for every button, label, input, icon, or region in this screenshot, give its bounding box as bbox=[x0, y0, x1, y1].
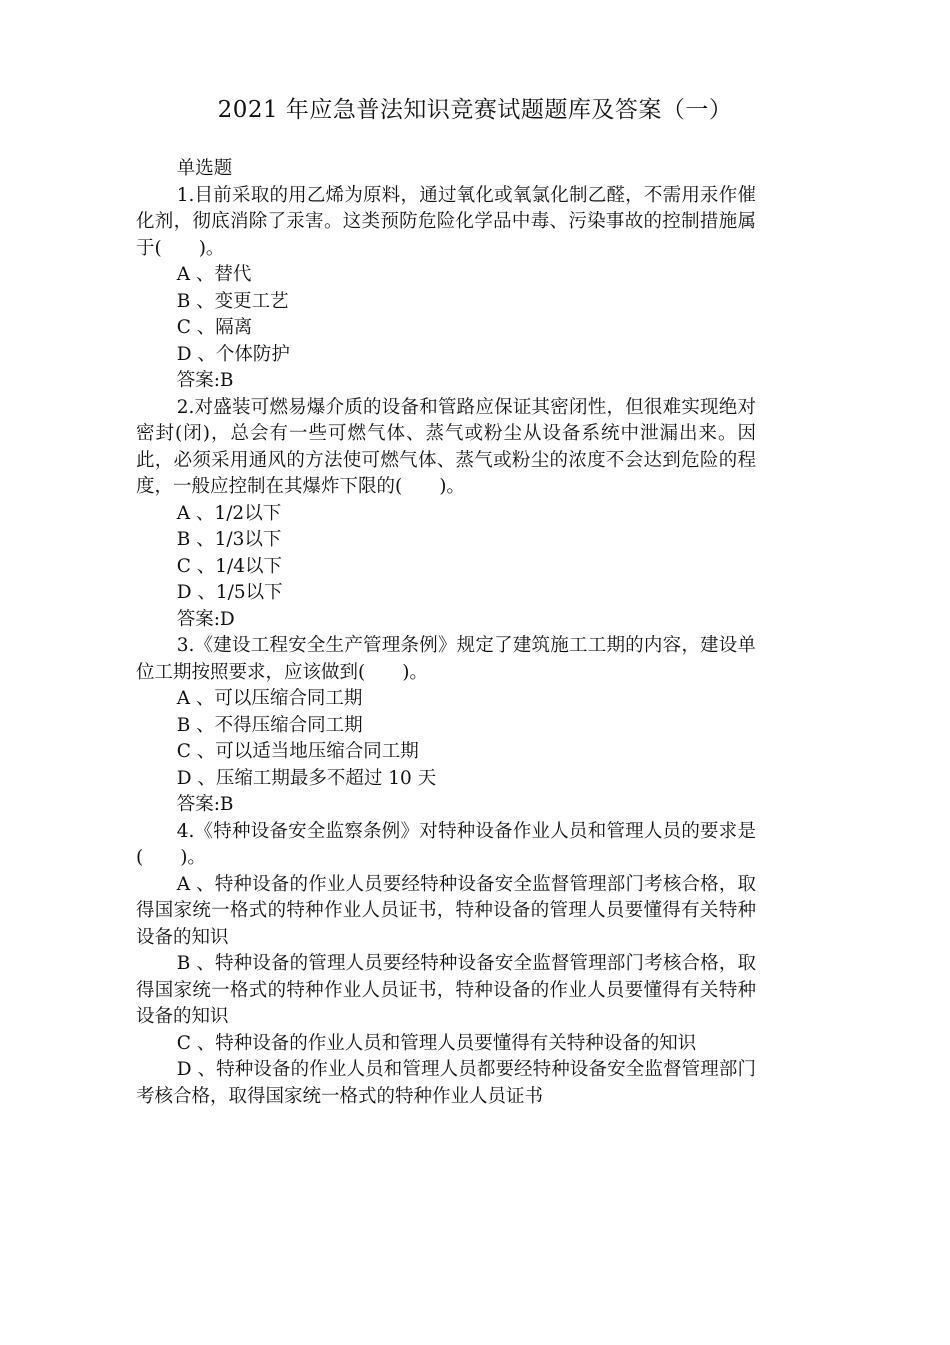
option-b: B 、1/3以下 bbox=[176, 529, 282, 550]
option-a: A 、特种设备的作业人员要经特种设备安全监督管理部门考核合格，取得国家统一格式的特种作业人员证书，特种设备的管理人员要懂得有关特种设备的知识 bbox=[136, 873, 756, 948]
question-stem: 1.目前采取的用乙烯为原料，通过氧化或氧氯化制乙醛，不需用汞作催化剂，彻底消除了汞害。这类预防危险化学品中毒、污染事故的控制措施属于( )。 bbox=[136, 184, 756, 259]
option-d: D 、个体防护 bbox=[176, 343, 290, 365]
option-c: C 、1/4以下 bbox=[176, 555, 282, 577]
option-c: C 、可以适当地压缩合同工期 bbox=[176, 741, 419, 762]
option-d: D 、压缩工期最多不超过 10 天 bbox=[176, 767, 437, 789]
option-c: C 、特种设备的作业人员和管理人员要懂得有关特种设备的知识 bbox=[176, 1032, 697, 1054]
question-stem: 3.《建设工程安全生产管理条例》规定了建筑施工工期的内容，建设单位工期按照要求，应该做到( )。 bbox=[136, 635, 756, 683]
page-title: 2021 年应急普法知识竞赛试题题库及答案（一） bbox=[217, 97, 733, 123]
option-a: A 、可以压缩合同工期 bbox=[176, 688, 363, 709]
section-label: 单选题 bbox=[176, 158, 233, 179]
answer-line: 答案:D bbox=[176, 608, 235, 630]
question-stem: 2.对盛装可燃易爆介质的设备和管路应保证其密闭性，但很难实现绝对密封(闭)，总会有一些可燃气体、蒸气或粉尘从设备系统中泄漏出来。因此，必须采用通风的方法使可燃气体、蒸气或粉尘的浓度不会达到危险的程度，一般应控制在其爆炸下限的( )。 bbox=[136, 396, 756, 497]
option-b: B 、变更工艺 bbox=[176, 290, 289, 312]
question-list bbox=[136, 156, 756, 1110]
answer-line: 答案:B bbox=[176, 370, 234, 391]
answer-line: 答案:B bbox=[176, 794, 234, 815]
option-c: C 、隔离 bbox=[176, 317, 253, 338]
option-a: A 、替代 bbox=[176, 264, 252, 285]
option-d: D 、特种设备的作业人员和管理人员都要经特种设备安全监督管理部门考核合格，取得国家统一格式的特种作业人员证书 bbox=[136, 1059, 756, 1107]
option-b: B 、特种设备的管理人员要经特种设备安全监督管理部门考核合格，取得国家统一格式的特种作业人员证书，特种设备的作业人员要懂得有关特种设备的知识 bbox=[136, 953, 756, 1027]
option-d: D 、1/5以下 bbox=[176, 582, 283, 603]
question-stem: 4.《特种设备安全监察条例》对特种设备作业人员和管理人员的要求是( )。 bbox=[136, 820, 756, 868]
option-a: A 、1/2以下 bbox=[176, 502, 282, 524]
option-b: B 、不得压缩合同工期 bbox=[176, 714, 363, 736]
